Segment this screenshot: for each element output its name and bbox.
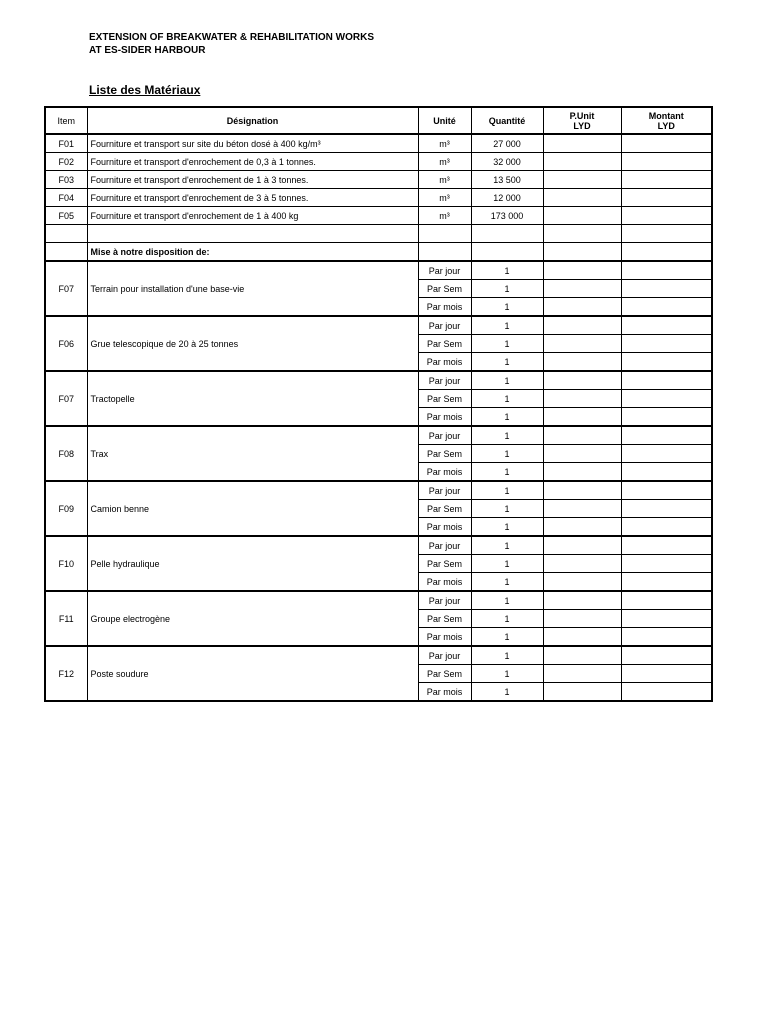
item-cell: F12 [45,646,87,701]
item-cell: F07 [45,261,87,316]
empty-cell [543,243,621,262]
unite-cell: Par Sem [418,445,471,463]
designation-cell: Tractopelle [87,371,418,426]
montant-cell [621,500,712,518]
unite-cell: Par Sem [418,390,471,408]
table-row [45,536,712,555]
montant-cell [621,280,712,298]
item-cell: F05 [45,207,87,225]
unite-cell: Par mois [418,353,471,372]
punit-cell [543,610,621,628]
unite-cell: Par mois [418,463,471,482]
table-row [45,646,712,665]
montant-cell [621,610,712,628]
punit-cell [543,371,621,390]
quantite-cell: 1 [471,298,543,317]
montant-cell [621,298,712,317]
montant-cell [621,408,712,427]
montant-cell [621,683,712,702]
table-header-row [45,107,712,134]
quantite-cell: 32 000 [471,153,543,171]
punit-cell [543,518,621,537]
montant-cell [621,134,712,153]
item-cell: F03 [45,171,87,189]
empty-cell [418,243,471,262]
unite-cell: Par Sem [418,665,471,683]
montant-cell [621,518,712,537]
item-cell: F08 [45,426,87,481]
quantite-cell: 1 [471,280,543,298]
empty-cell [471,243,543,262]
quantite-cell: 1 [471,573,543,592]
equipment-group [45,481,712,536]
punit-cell [543,298,621,317]
designation-cell: Fourniture et transport d'enrochement de 3 à 5 tonnes. [87,189,418,207]
quantite-cell: 1 [471,445,543,463]
montant-cell [621,555,712,573]
designation-cell: Terrain pour installation d'une base-vie [87,261,418,316]
quantite-cell: 13 500 [471,171,543,189]
item-cell: F06 [45,316,87,371]
punit-cell [543,573,621,592]
punit-cell [543,335,621,353]
unite-cell: Par jour [418,426,471,445]
quantite-cell: 1 [471,426,543,445]
punit-cell [543,189,621,207]
table-row [45,207,712,225]
punit-cell [543,353,621,372]
unite-cell: m³ [418,207,471,225]
unite-cell: m³ [418,134,471,153]
empty-cell [45,243,87,262]
punit-cell [543,207,621,225]
empty-cell [543,225,621,243]
equipment-group [45,371,712,426]
punit-cell [543,646,621,665]
montant-cell [621,426,712,445]
montant-cell [621,261,712,280]
designation-cell: Trax [87,426,418,481]
empty-cell [87,225,418,243]
table-row [45,134,712,153]
punit-cell [543,500,621,518]
unite-cell: Par Sem [418,610,471,628]
equipment-group [45,261,712,316]
punit-cell [543,316,621,335]
item-cell: F11 [45,591,87,646]
col-header-montant-line1: Montant [648,110,684,121]
table-row [45,316,712,335]
equipment-group [45,316,712,371]
quantite-cell: 1 [471,261,543,280]
quantite-cell: 1 [471,646,543,665]
unite-cell: Par mois [418,573,471,592]
unite-cell: Par jour [418,591,471,610]
table-row [45,171,712,189]
unite-cell: Par jour [418,646,471,665]
montant-cell [621,646,712,665]
designation-cell: Groupe electrogène [87,591,418,646]
col-header-montant-line2: LYD [657,120,675,131]
header-line-1: EXTENSION OF BREAKWATER & REHABILITATION WORKS [89,32,374,43]
unite-cell: Par jour [418,316,471,335]
punit-cell [543,445,621,463]
punit-cell [543,171,621,189]
designation-cell: Pelle hydraulique [87,536,418,591]
quantite-cell: 1 [471,683,543,702]
quantite-cell: 1 [471,555,543,573]
quantite-cell: 1 [471,390,543,408]
punit-cell [543,426,621,445]
designation-cell: Fourniture et transport d'enrochement de 1 à 3 tonnes. [87,171,418,189]
unite-cell: m³ [418,189,471,207]
unite-cell: Par jour [418,481,471,500]
disposition-label: Mise à notre disposition de: [87,243,418,262]
punit-cell [543,463,621,482]
unite-cell: Par jour [418,371,471,390]
quantite-cell: 1 [471,536,543,555]
col-header-quantite: Quantité [471,107,543,134]
unite-cell: Par mois [418,518,471,537]
punit-cell [543,665,621,683]
item-cell: F10 [45,536,87,591]
col-header-punit [543,107,621,134]
col-header-unite: Unité [418,107,471,134]
montant-cell [621,153,712,171]
unite-cell: m³ [418,171,471,189]
punit-cell [543,261,621,280]
montant-cell [621,316,712,335]
unite-cell: Par Sem [418,335,471,353]
unite-cell: Par Sem [418,280,471,298]
empty-cell [621,225,712,243]
blank-row [45,225,712,243]
unite-cell: Par Sem [418,555,471,573]
quantite-cell: 12 000 [471,189,543,207]
quantite-cell: 1 [471,591,543,610]
montant-cell [621,207,712,225]
empty-cell [418,225,471,243]
quantite-cell: 1 [471,316,543,335]
table-row [45,481,712,500]
quantite-cell: 1 [471,628,543,647]
col-header-montant [621,107,712,134]
quantite-cell: 173 000 [471,207,543,225]
montant-cell [621,591,712,610]
col-header-designation: Désignation [87,107,418,134]
equipment-group [45,646,712,701]
designation-cell: Camion benne [87,481,418,536]
designation-cell: Fourniture et transport d'enrochement de 1 à 400 kg [87,207,418,225]
punit-cell [543,280,621,298]
montant-cell [621,665,712,683]
item-cell: F07 [45,371,87,426]
montant-cell [621,171,712,189]
quantite-cell: 1 [471,610,543,628]
punit-cell [543,390,621,408]
table-row [45,426,712,445]
item-cell: F04 [45,189,87,207]
punit-cell [543,591,621,610]
col-header-item: Item [45,107,87,134]
equipment-group [45,536,712,591]
quantite-cell: 27 000 [471,134,543,153]
montant-cell [621,536,712,555]
section-title: Liste des Matériaux [89,83,201,97]
quantite-cell: 1 [471,335,543,353]
table-row [45,153,712,171]
document-header [89,31,374,57]
punit-cell [543,481,621,500]
quantite-cell: 1 [471,500,543,518]
punit-cell [543,408,621,427]
punit-cell [543,555,621,573]
quantite-cell: 1 [471,408,543,427]
designation-cell: Fourniture et transport d'enrochement de 0,3 à 1 tonnes. [87,153,418,171]
table-row [45,261,712,280]
unite-cell: Par mois [418,628,471,647]
unite-cell: m³ [418,153,471,171]
punit-cell [543,536,621,555]
disposition-row [45,243,712,262]
montant-cell [621,390,712,408]
montant-cell [621,189,712,207]
supply-rows [45,134,712,261]
col-header-punit-line1: P.Unit [569,110,595,121]
designation-cell: Poste soudure [87,646,418,701]
designation-cell: Fourniture et transport sur site du béton dosé à 400 kg/m³ [87,134,418,153]
quantite-cell: 1 [471,665,543,683]
unite-cell: Par Sem [418,500,471,518]
unite-cell: Par mois [418,298,471,317]
empty-cell [471,225,543,243]
item-cell: F01 [45,134,87,153]
item-cell: F09 [45,481,87,536]
table-row [45,371,712,390]
montant-cell [621,371,712,390]
quantite-cell: 1 [471,353,543,372]
table-row [45,189,712,207]
punit-cell [543,628,621,647]
montant-cell [621,335,712,353]
materials-table [44,106,713,702]
equipment-group [45,426,712,481]
punit-cell [543,153,621,171]
quantite-cell: 1 [471,371,543,390]
montant-cell [621,573,712,592]
montant-cell [621,463,712,482]
table-row [45,591,712,610]
quantite-cell: 1 [471,463,543,482]
punit-cell [543,134,621,153]
montant-cell [621,353,712,372]
designation-cell: Grue telescopique de 20 à 25 tonnes [87,316,418,371]
quantite-cell: 1 [471,481,543,500]
quantite-cell: 1 [471,518,543,537]
unite-cell: Par jour [418,536,471,555]
montant-cell [621,481,712,500]
equipment-group [45,591,712,646]
punit-cell [543,683,621,702]
item-cell: F02 [45,153,87,171]
montant-cell [621,445,712,463]
unite-cell: Par jour [418,261,471,280]
header-line-2: AT ES-SIDER HARBOUR [89,45,206,56]
empty-cell [45,225,87,243]
montant-cell [621,628,712,647]
unite-cell: Par mois [418,408,471,427]
empty-cell [621,243,712,262]
col-header-punit-line2: LYD [573,120,591,131]
unite-cell: Par mois [418,683,471,702]
